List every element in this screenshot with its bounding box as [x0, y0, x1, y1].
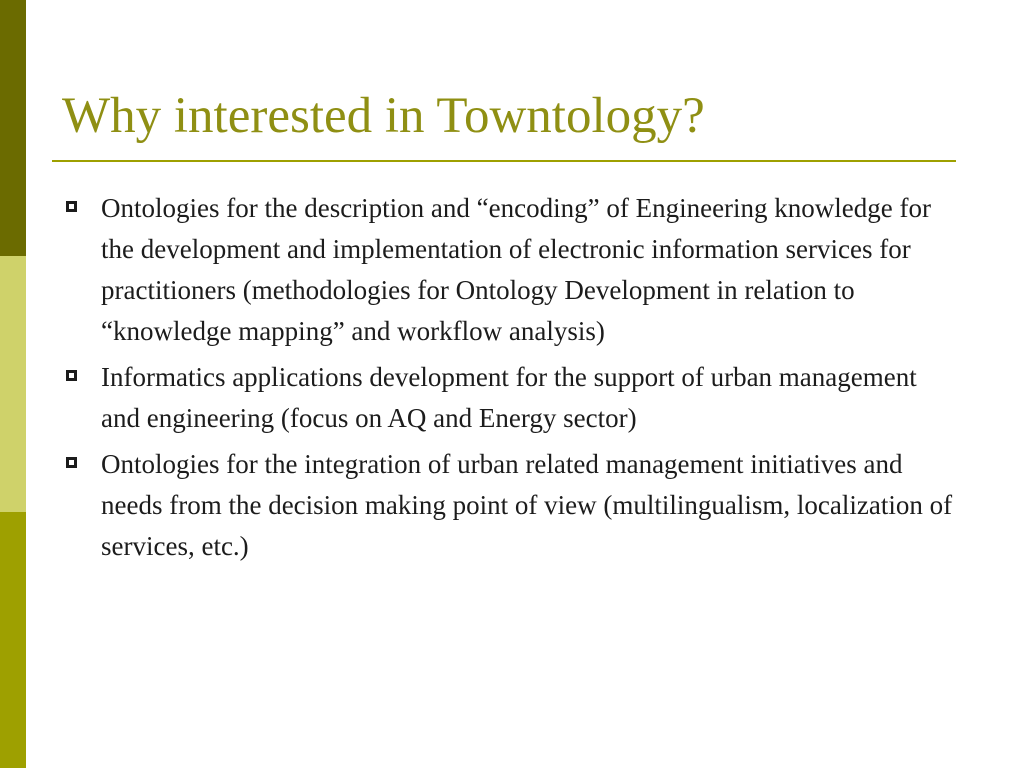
bullet-item	[66, 357, 956, 439]
bullet-item	[66, 444, 956, 567]
slide-title: Why interested in Towntology?	[62, 88, 705, 144]
bullet-text: Informatics applications development for the support of urban management and engineering (focus on AQ and Energy sector)	[101, 362, 917, 433]
accent-bar-dark-segment	[0, 0, 26, 256]
hollow-square-bullet-icon	[66, 201, 77, 212]
bullet-list	[66, 188, 956, 572]
bullet-item	[66, 188, 956, 352]
accent-bar-light-segment	[0, 256, 26, 512]
title-divider	[52, 160, 956, 162]
left-accent-bar	[0, 0, 26, 768]
bullet-text: Ontologies for the integration of urban related management initiatives and needs from the decision making point of view (multilingualism, localization of services, etc.)	[101, 449, 953, 561]
bullet-text: Ontologies for the description and “encoding” of Engineering knowledge for the development and implementation of electronic information services for practitioners (methodologies for Ontology Development in relation to “knowledge mapping” and workflow analysis)	[101, 193, 931, 346]
hollow-square-bullet-icon	[66, 370, 77, 381]
accent-bar-olive-segment	[0, 512, 26, 768]
hollow-square-bullet-icon	[66, 457, 77, 468]
